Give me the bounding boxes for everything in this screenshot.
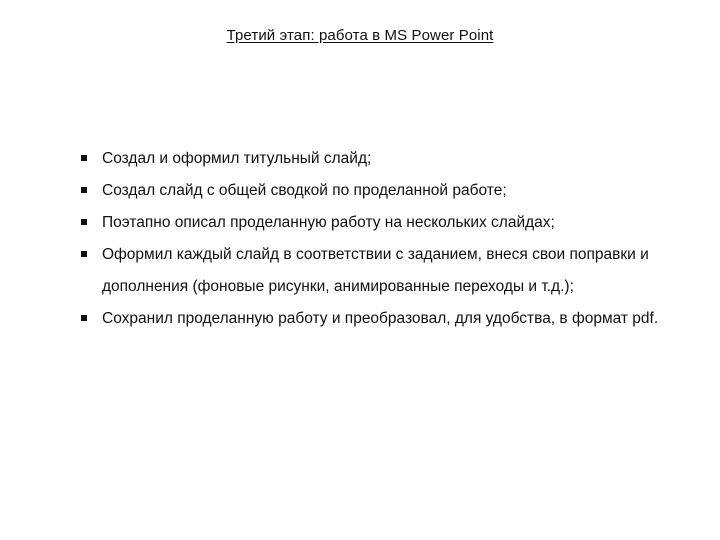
square-bullet-icon [81, 251, 87, 257]
square-bullet-icon [81, 315, 87, 321]
square-bullet-icon [81, 187, 87, 193]
bullet-item [80, 207, 670, 239]
bullet-text: Поэтапно описал проделанную работу на нескольких слайдах; [102, 214, 555, 231]
bullet-list [80, 143, 670, 335]
bullet-item [80, 239, 670, 303]
bullet-item [80, 175, 670, 207]
bullet-text: Создал слайд с общей сводкой по проделанной работе; [102, 182, 507, 199]
bullet-text: Сохранил проделанную работу и преобразовал, для удобства, в формат pdf. [102, 310, 659, 327]
slide-title: Третий этап: работа в MS Power Point [226, 27, 494, 44]
bullet-item [80, 303, 670, 335]
square-bullet-icon [81, 219, 87, 225]
bullet-item [80, 143, 670, 175]
square-bullet-icon [81, 155, 87, 161]
bullet-text: Оформил каждый слайд в соответствии с заданием, внеся свои поправки и дополнения (фоновые рисунки, анимированные переходы и т.д.); [102, 246, 649, 295]
bullet-text: Создал и оформил титульный слайд; [102, 150, 372, 167]
